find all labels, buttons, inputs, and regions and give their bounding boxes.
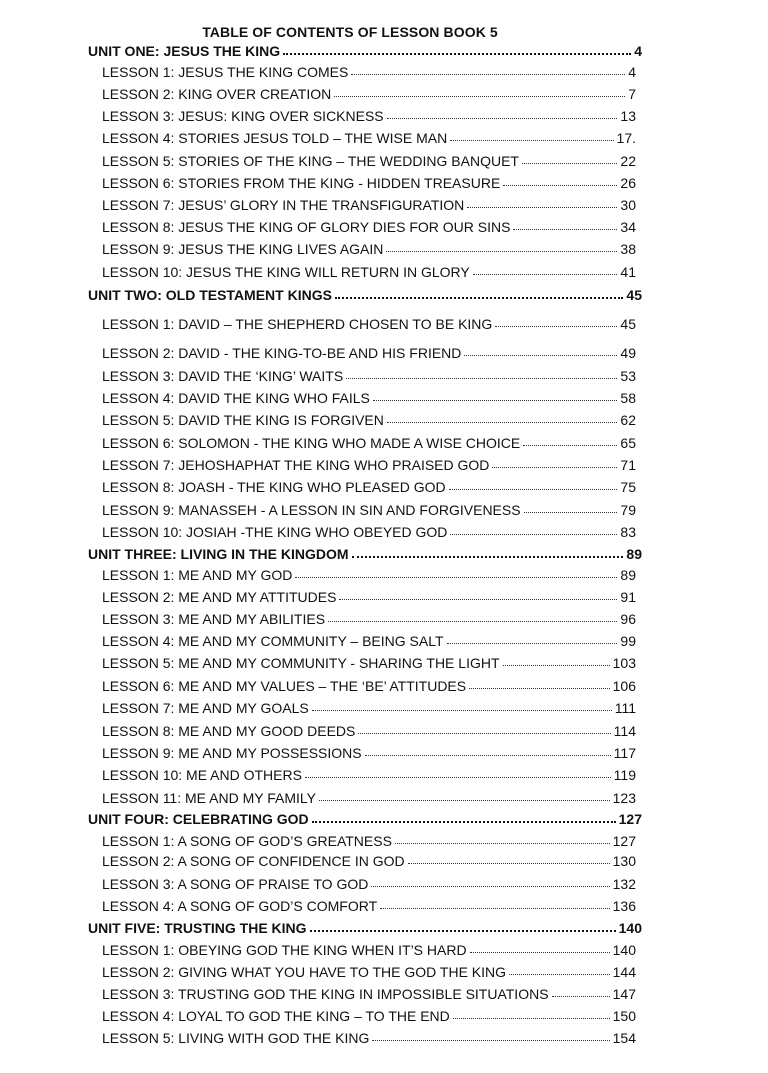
lesson-entry bbox=[102, 219, 636, 237]
page-number: 140 bbox=[612, 942, 636, 958]
entry-label: LESSON 10: JESUS THE KING WILL RETURN IN GLORY bbox=[102, 264, 470, 280]
entry-label: LESSON 4: A SONG OF GOD’S COMFORT bbox=[102, 898, 378, 914]
dot-leader bbox=[351, 64, 625, 75]
entry-label: LESSON 4: STORIES JESUS TOLD – THE WISE MAN bbox=[102, 130, 448, 146]
entry-label: LESSON 7: JEHOSHAPHAT THE KING WHO PRAISED GOD bbox=[102, 457, 490, 473]
page-number: 117 bbox=[613, 745, 636, 761]
page-number: 89 bbox=[620, 567, 636, 583]
lesson-entry bbox=[102, 853, 636, 871]
page-number: 7 bbox=[628, 86, 636, 102]
lesson-entry bbox=[102, 264, 636, 282]
entry-label: UNIT ONE: JESUS THE KING bbox=[88, 43, 281, 59]
unit-heading bbox=[88, 287, 642, 305]
entry-label: LESSON 2: GIVING WHAT YOU HAVE TO THE GOD THE KING bbox=[102, 964, 507, 980]
lesson-entry bbox=[102, 633, 636, 651]
unit-heading bbox=[88, 546, 642, 564]
dot-leader bbox=[503, 655, 610, 666]
entry-label: LESSON 5: DAVID THE KING IS FORGIVEN bbox=[102, 412, 384, 428]
page-number: 13 bbox=[620, 108, 636, 124]
entry-label: LESSON 6: ME AND MY VALUES – THE ‘BE’ ATTITUDES bbox=[102, 678, 467, 694]
dot-leader bbox=[358, 723, 610, 734]
dot-leader bbox=[450, 524, 617, 535]
page-number: 127 bbox=[612, 833, 636, 849]
entry-label: LESSON 3: DAVID THE ‘KING’ WAITS bbox=[102, 368, 344, 384]
lesson-entry bbox=[102, 130, 636, 148]
page-number: 132 bbox=[612, 876, 636, 892]
entry-label: LESSON 1: OBEYING GOD THE KING WHEN IT’S HARD bbox=[102, 942, 467, 958]
dot-leader bbox=[380, 898, 610, 909]
dot-leader bbox=[386, 241, 617, 252]
dot-leader bbox=[513, 219, 617, 230]
dot-leader bbox=[467, 197, 617, 208]
lesson-entry bbox=[102, 986, 636, 1004]
entry-label: LESSON 9: JESUS THE KING LIVES AGAIN bbox=[102, 241, 384, 257]
dot-leader bbox=[372, 1030, 609, 1041]
lesson-entry bbox=[102, 316, 636, 334]
page-number: 4 bbox=[634, 43, 642, 59]
dot-leader bbox=[352, 546, 624, 558]
lesson-entry bbox=[102, 876, 636, 894]
entry-label: LESSON 7: JESUS’ GLORY IN THE TRANSFIGURATION bbox=[102, 197, 465, 213]
dot-leader bbox=[283, 43, 631, 55]
dot-leader bbox=[319, 790, 610, 801]
entry-label: LESSON 4: ME AND MY COMMUNITY – BEING SALT bbox=[102, 633, 444, 649]
dot-leader bbox=[328, 611, 617, 622]
page-number: 45 bbox=[620, 316, 636, 332]
dot-leader bbox=[552, 986, 610, 997]
page-number: 4 bbox=[628, 64, 636, 80]
page-number: 79 bbox=[620, 502, 636, 518]
dot-leader bbox=[335, 287, 623, 299]
lesson-entry bbox=[102, 368, 636, 386]
page-number: 75 bbox=[620, 479, 636, 495]
dot-leader bbox=[339, 589, 617, 600]
dot-leader bbox=[509, 964, 610, 975]
dot-leader bbox=[464, 345, 617, 356]
page-number: 26 bbox=[620, 175, 636, 191]
dot-leader bbox=[395, 833, 610, 844]
page-number: 22 bbox=[620, 153, 636, 169]
dot-leader bbox=[450, 130, 613, 141]
lesson-entry bbox=[102, 175, 636, 193]
page-number: 30 bbox=[620, 197, 636, 213]
entry-label: LESSON 2: DAVID - THE KING-TO-BE AND HIS FRIEND bbox=[102, 345, 462, 361]
dot-leader bbox=[470, 942, 610, 953]
dot-leader bbox=[387, 108, 618, 119]
lesson-entry bbox=[102, 457, 636, 475]
dot-leader bbox=[346, 368, 617, 379]
unit-heading bbox=[88, 920, 642, 938]
entry-label: UNIT THREE: LIVING IN THE KINGDOM bbox=[88, 546, 349, 562]
dot-leader bbox=[495, 316, 617, 327]
page-number: 114 bbox=[613, 723, 636, 739]
dot-leader bbox=[305, 767, 611, 778]
page-number: 99 bbox=[620, 633, 636, 649]
dot-leader bbox=[524, 502, 618, 513]
entry-label: LESSON 4: LOYAL TO GOD THE KING – TO THE END bbox=[102, 1008, 450, 1024]
lesson-entry bbox=[102, 942, 636, 960]
page-number: 136 bbox=[612, 898, 636, 914]
page-number: 127 bbox=[618, 811, 642, 827]
page-number: 65 bbox=[620, 435, 636, 451]
lesson-entry bbox=[102, 524, 636, 542]
entry-label: LESSON 5: STORIES OF THE KING – THE WEDDING BANQUET bbox=[102, 153, 519, 169]
dot-leader bbox=[469, 678, 610, 689]
lesson-entry bbox=[102, 790, 636, 808]
lesson-entry bbox=[102, 345, 636, 363]
entry-label: LESSON 10: ME AND OTHERS bbox=[102, 767, 302, 783]
page-number: 38 bbox=[620, 241, 636, 257]
lesson-entry bbox=[102, 833, 636, 851]
entry-label: LESSON 1: DAVID – THE SHEPHERD CHOSEN TO BE KING bbox=[102, 316, 493, 332]
lesson-entry bbox=[102, 1008, 636, 1026]
page-number: 111 bbox=[614, 700, 636, 716]
lesson-entry bbox=[102, 502, 636, 520]
lesson-entry bbox=[102, 435, 636, 453]
page-number: 62 bbox=[620, 412, 636, 428]
page-title: TABLE OF CONTENTS OF LESSON BOOK 5 bbox=[202, 24, 498, 40]
dot-leader bbox=[473, 264, 618, 275]
entry-label: LESSON 8: ME AND MY GOOD DEEDS bbox=[102, 723, 356, 739]
page-number: 71 bbox=[620, 457, 636, 473]
lesson-entry bbox=[102, 767, 636, 785]
lesson-entry bbox=[102, 153, 636, 171]
dot-leader bbox=[295, 567, 617, 578]
entry-label: UNIT FOUR: CELEBRATING GOD bbox=[88, 811, 309, 827]
lesson-entry bbox=[102, 479, 636, 497]
page-number: 41 bbox=[620, 264, 636, 280]
entry-label: LESSON 2: KING OVER CREATION bbox=[102, 86, 332, 102]
lesson-entry bbox=[102, 964, 636, 982]
entry-label: LESSON 6: STORIES FROM THE KING - HIDDEN TREASURE bbox=[102, 175, 501, 191]
dot-leader bbox=[492, 457, 617, 468]
dot-leader bbox=[371, 876, 609, 887]
lesson-entry bbox=[102, 86, 636, 104]
dot-leader bbox=[387, 412, 618, 423]
page-number: 144 bbox=[612, 964, 636, 980]
entry-label: LESSON 5: LIVING WITH GOD THE KING bbox=[102, 1030, 370, 1046]
page-number: 96 bbox=[620, 611, 636, 627]
lesson-entry bbox=[102, 390, 636, 408]
page-number: 154 bbox=[612, 1030, 636, 1046]
lesson-entry bbox=[102, 412, 636, 430]
page-number: 49 bbox=[620, 345, 636, 361]
entry-label: LESSON 3: JESUS: KING OVER SICKNESS bbox=[102, 108, 384, 124]
dot-leader bbox=[522, 153, 617, 164]
page-number: 130 bbox=[612, 853, 636, 869]
entry-label: LESSON 1: ME AND MY GOD bbox=[102, 567, 293, 583]
lesson-entry bbox=[102, 108, 636, 126]
lesson-entry bbox=[102, 1030, 636, 1048]
lesson-entry bbox=[102, 678, 636, 696]
entry-label: UNIT FIVE: TRUSTING THE KING bbox=[88, 920, 307, 936]
lesson-entry bbox=[102, 241, 636, 259]
page-number: 103 bbox=[612, 655, 636, 671]
page-number: 17. bbox=[616, 130, 636, 146]
dot-leader bbox=[373, 390, 618, 401]
entry-label: LESSON 7: ME AND MY GOALS bbox=[102, 700, 309, 716]
lesson-entry bbox=[102, 567, 636, 585]
dot-leader bbox=[503, 175, 617, 186]
entry-label: LESSON 4: DAVID THE KING WHO FAILS bbox=[102, 390, 370, 406]
page-number: 89 bbox=[626, 546, 642, 562]
lesson-entry bbox=[102, 64, 636, 82]
entry-label: LESSON 3: A SONG OF PRAISE TO GOD bbox=[102, 876, 369, 892]
page-number: 91 bbox=[620, 589, 636, 605]
unit-heading bbox=[88, 43, 642, 61]
lesson-entry bbox=[102, 898, 636, 916]
entry-label: LESSON 2: ME AND MY ATTITUDES bbox=[102, 589, 337, 605]
dot-leader bbox=[312, 700, 612, 711]
page-number: 150 bbox=[612, 1008, 636, 1024]
lesson-entry bbox=[102, 700, 636, 718]
lesson-entry bbox=[102, 723, 636, 741]
dot-leader bbox=[310, 920, 616, 932]
dot-leader bbox=[365, 745, 611, 756]
entry-label: LESSON 10: JOSIAH -THE KING WHO OBEYED GOD bbox=[102, 524, 448, 540]
page-number: 106 bbox=[612, 678, 636, 694]
lesson-entry bbox=[102, 611, 636, 629]
entry-label: LESSON 9: ME AND MY POSSESSIONS bbox=[102, 745, 362, 761]
entry-label: LESSON 1: A SONG OF GOD’S GREATNESS bbox=[102, 833, 392, 849]
page-number: 45 bbox=[626, 287, 642, 303]
dot-leader bbox=[334, 86, 625, 97]
entry-label: UNIT TWO: OLD TESTAMENT KINGS bbox=[88, 287, 332, 303]
entry-label: LESSON 6: SOLOMON - THE KING WHO MADE A WISE CHOICE bbox=[102, 435, 521, 451]
lesson-entry bbox=[102, 589, 636, 607]
page-number: 58 bbox=[620, 390, 636, 406]
entry-label: LESSON 11: ME AND MY FAMILY bbox=[102, 790, 316, 806]
dot-leader bbox=[453, 1008, 610, 1019]
page-number: 83 bbox=[620, 524, 636, 540]
dot-leader bbox=[449, 479, 618, 490]
lesson-entry bbox=[102, 655, 636, 673]
dot-leader bbox=[312, 811, 616, 823]
entry-label: LESSON 3: ME AND MY ABILITIES bbox=[102, 611, 326, 627]
page-number: 147 bbox=[612, 986, 636, 1002]
dot-leader bbox=[523, 435, 617, 446]
entry-label: LESSON 8: JESUS THE KING OF GLORY DIES FOR OUR SINS bbox=[102, 219, 511, 235]
lesson-entry bbox=[102, 745, 636, 763]
page-number: 119 bbox=[613, 767, 636, 783]
entry-label: LESSON 9: MANASSEH - A LESSON IN SIN AND FORGIVENESS bbox=[102, 502, 521, 518]
page-number: 53 bbox=[620, 368, 636, 384]
page-number: 34 bbox=[620, 219, 636, 235]
unit-heading bbox=[88, 811, 642, 829]
entry-label: LESSON 8: JOASH - THE KING WHO PLEASED GOD bbox=[102, 479, 446, 495]
dot-leader bbox=[447, 633, 618, 644]
entry-label: LESSON 1: JESUS THE KING COMES bbox=[102, 64, 349, 80]
lesson-entry bbox=[102, 197, 636, 215]
entry-label: LESSON 5: ME AND MY COMMUNITY - SHARING THE LIGHT bbox=[102, 655, 500, 671]
dot-leader bbox=[408, 853, 610, 864]
page-number: 123 bbox=[612, 790, 636, 806]
page-number: 140 bbox=[618, 920, 642, 936]
entry-label: LESSON 2: A SONG OF CONFIDENCE IN GOD bbox=[102, 853, 405, 869]
entry-label: LESSON 3: TRUSTING GOD THE KING IN IMPOSSIBLE SITUATIONS bbox=[102, 986, 549, 1002]
